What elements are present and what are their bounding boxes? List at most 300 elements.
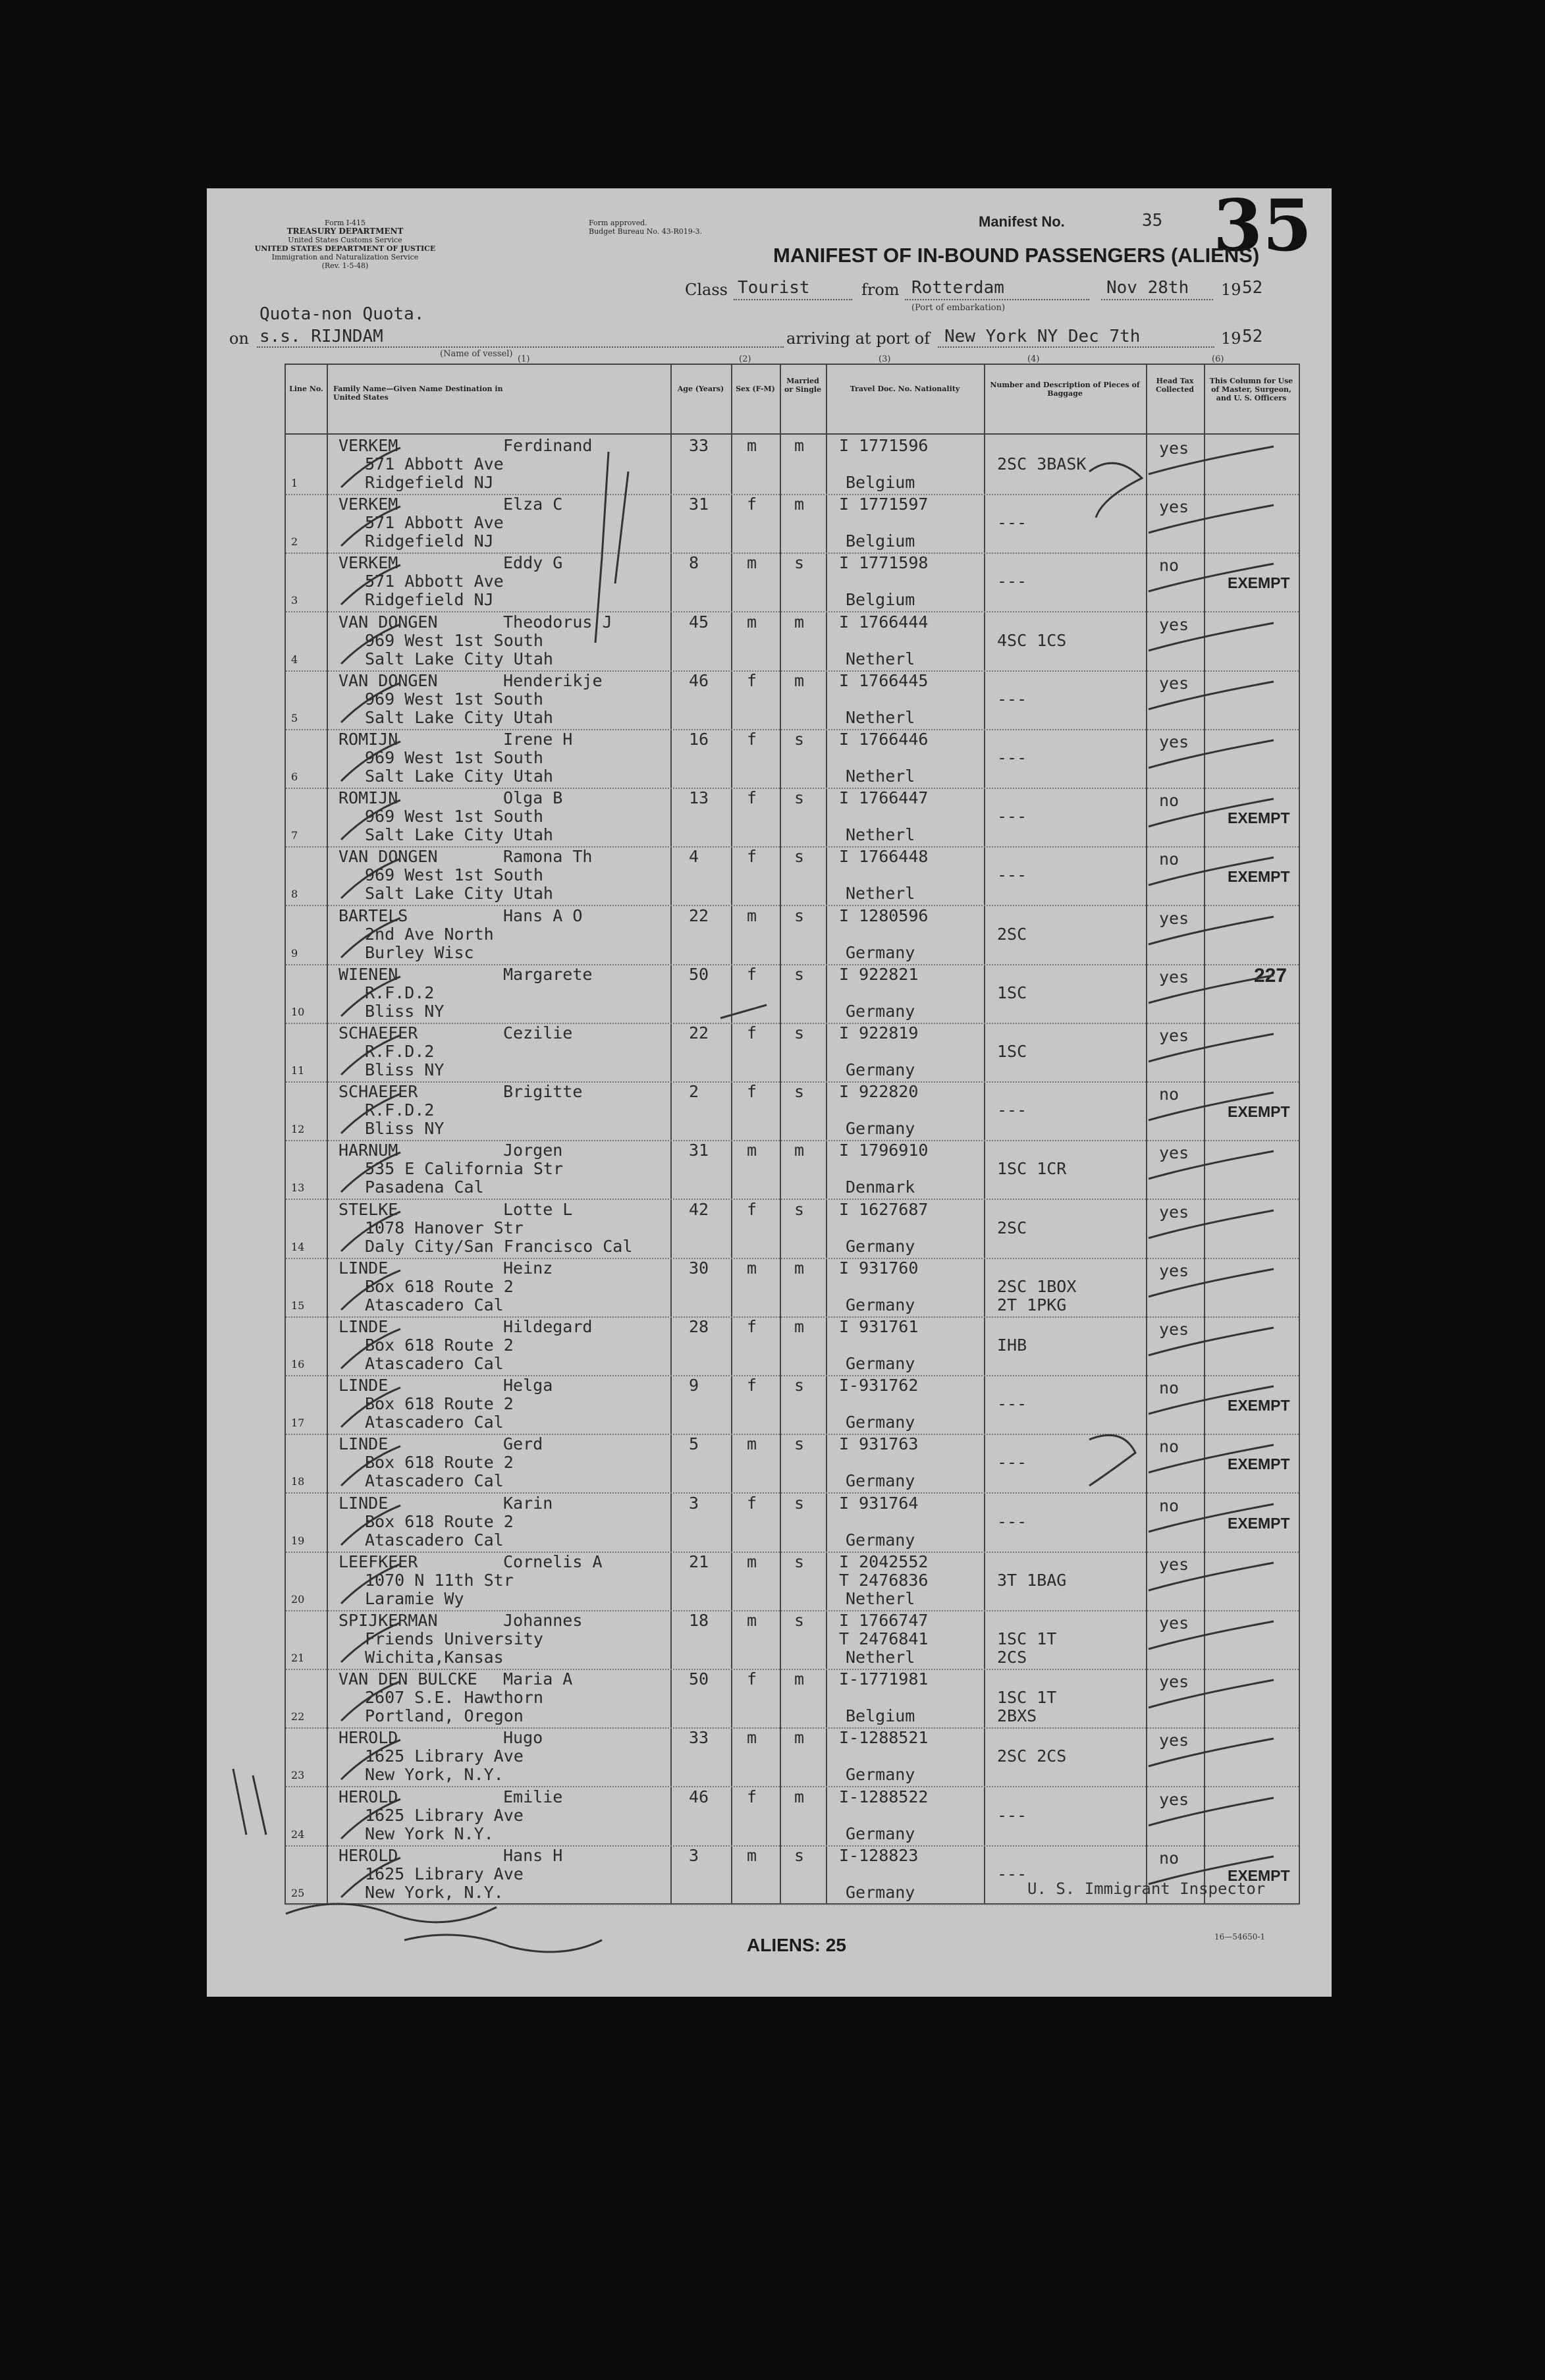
- sex: f: [747, 964, 757, 984]
- age: 50: [689, 964, 709, 984]
- baggage: 2SC: [997, 1218, 1027, 1237]
- baggage: 1SC 1T: [997, 1629, 1057, 1648]
- surname: SCHAEFER: [339, 1023, 418, 1042]
- sex: f: [747, 1023, 757, 1042]
- address-line: Bliss NY: [365, 1060, 445, 1079]
- address-line: Box 618 Route 2: [365, 1336, 514, 1355]
- form-number: Form I-415: [325, 219, 366, 227]
- sex: m: [747, 906, 757, 925]
- col-num: (2): [739, 354, 751, 364]
- married-single: m: [794, 436, 805, 455]
- age: 46: [689, 670, 709, 690]
- line-number: 21: [291, 1652, 305, 1664]
- age: 21: [689, 1552, 709, 1571]
- nationality: Germany: [846, 1413, 915, 1432]
- head-tax: yes: [1159, 1260, 1189, 1280]
- baggage: 2SC 3BASK: [997, 454, 1087, 473]
- age: 18: [689, 1611, 709, 1630]
- baggage: ---: [997, 807, 1027, 826]
- officer-stamp: EXEMPT: [1228, 809, 1290, 827]
- age: 13: [689, 788, 709, 808]
- travel-doc: I 1796910: [839, 1141, 929, 1160]
- travel-doc-2: T 2476836: [839, 1570, 929, 1590]
- arrival-port-date: New York NY Dec 7th: [944, 327, 1141, 346]
- surname: HEROLD: [339, 1728, 398, 1748]
- sex: f: [747, 1669, 757, 1689]
- sex: f: [747, 1199, 757, 1219]
- travel-doc: I 1771597: [839, 495, 929, 514]
- married-single: m: [794, 1787, 805, 1806]
- baggage: ---: [997, 1511, 1027, 1531]
- given-name: Hildegard: [503, 1317, 593, 1336]
- sex: m: [747, 612, 757, 632]
- line-number: 20: [291, 1592, 305, 1606]
- officer-stamp: EXEMPT: [1228, 868, 1290, 886]
- travel-doc: I 1766447: [839, 788, 929, 808]
- nationality: Germany: [846, 1471, 915, 1491]
- handwriting-marks: [207, 188, 1332, 1997]
- married-single: s: [794, 553, 805, 573]
- travel-doc: I 2042552: [839, 1552, 929, 1571]
- head-tax: yes: [1159, 1731, 1189, 1750]
- married-single: m: [794, 1258, 805, 1278]
- year-suffix: 52: [1242, 278, 1263, 298]
- line-number: 14: [291, 1240, 305, 1253]
- address-line: 1070 N 11th Str: [365, 1570, 514, 1590]
- col-num: (1): [518, 354, 530, 364]
- manifest-title: MANIFEST OF IN-BOUND PASSENGERS (ALIENS): [773, 244, 1260, 267]
- given-name: Karin: [503, 1493, 553, 1513]
- married-single: s: [794, 1023, 805, 1042]
- given-name: Hans A O: [503, 906, 583, 925]
- vessel-name: s.s. RIJNDAM: [259, 327, 383, 346]
- travel-doc: I-1288521: [839, 1728, 929, 1748]
- address-line: Bliss NY: [365, 1001, 445, 1021]
- col-head-name: Family Name—Given Name Destination in United States: [333, 385, 503, 402]
- head-tax: no: [1159, 1085, 1179, 1104]
- sex: m: [747, 1611, 757, 1630]
- address-line: Wichita,Kansas: [365, 1648, 504, 1667]
- age: 45: [689, 612, 709, 632]
- baggage: 2SC 2CS: [997, 1746, 1067, 1766]
- treasury-line: TREASURY DEPARTMENT: [286, 227, 404, 236]
- nationality: Netherl: [846, 884, 915, 904]
- address-line: 2nd Ave North: [365, 924, 494, 944]
- travel-doc: I 922820: [839, 1082, 919, 1102]
- married-single: s: [794, 1434, 805, 1454]
- given-name: Emilie: [503, 1787, 563, 1806]
- travel-doc: I-931762: [839, 1376, 919, 1395]
- baggage-2: 2T 1PKG: [997, 1295, 1067, 1314]
- sex: f: [747, 847, 757, 867]
- address-line: Salt Lake City Utah: [365, 649, 553, 668]
- address-line: 571 Abbott Ave: [365, 454, 504, 473]
- sex: f: [747, 670, 757, 690]
- sex: m: [747, 1141, 757, 1160]
- address-line: 969 West 1st South: [365, 630, 543, 650]
- head-tax: yes: [1159, 1202, 1189, 1222]
- line-number: 8: [291, 888, 298, 901]
- sex: m: [747, 1552, 757, 1571]
- head-tax: no: [1159, 556, 1179, 576]
- nationality: Germany: [846, 1765, 915, 1785]
- travel-doc: I 1280596: [839, 906, 929, 925]
- class-label: Class: [685, 281, 728, 299]
- surname: VAN DONGEN: [339, 847, 438, 867]
- head-tax: yes: [1159, 908, 1189, 928]
- nationality: Germany: [846, 1236, 915, 1256]
- sex: f: [747, 1317, 757, 1336]
- col-head-sex: Sex (F-M): [736, 385, 775, 393]
- surname: VAN DONGEN: [339, 670, 438, 690]
- address-line: Ridgefield NJ: [365, 590, 494, 610]
- line-number: 1: [291, 477, 298, 489]
- baggage: ---: [997, 513, 1027, 533]
- line-number: 4: [291, 653, 298, 666]
- address-line: Box 618 Route 2: [365, 1276, 514, 1296]
- address-line: New York, N.Y.: [365, 1882, 504, 1902]
- address-line: Portland, Oregon: [365, 1706, 524, 1726]
- nationality: Germany: [846, 1354, 915, 1373]
- head-tax: yes: [1159, 497, 1189, 517]
- head-tax: no: [1159, 791, 1179, 811]
- age: 2: [689, 1082, 699, 1102]
- vessel-note: (Name of vessel): [440, 349, 513, 359]
- sex: m: [747, 436, 757, 455]
- justice-line: UNITED STATES DEPARTMENT OF JUSTICE: [254, 244, 436, 253]
- class-value: Tourist: [738, 278, 810, 298]
- port-embark-note: (Port of embarkation): [911, 303, 1006, 313]
- line-number: 7: [291, 829, 298, 842]
- baggage: 1SC 1T: [997, 1688, 1057, 1708]
- age: 50: [689, 1669, 709, 1689]
- nationality: Netherl: [846, 767, 915, 786]
- travel-doc: I 1766448: [839, 847, 929, 867]
- nationality: Netherl: [846, 1648, 915, 1667]
- manifest-number: 35: [1142, 211, 1163, 230]
- baggage: ---: [997, 689, 1027, 709]
- married-single: m: [794, 1669, 805, 1689]
- head-tax: yes: [1159, 439, 1189, 458]
- baggage: 1SC: [997, 983, 1027, 1002]
- address-line: R.F.D.2: [365, 1100, 435, 1120]
- sex: f: [747, 1376, 757, 1395]
- age: 22: [689, 1023, 709, 1042]
- given-name: Ramona Th: [503, 847, 593, 867]
- year-prefix: 19: [1221, 329, 1241, 348]
- officer-stamp: EXEMPT: [1228, 1455, 1290, 1473]
- inspector-signature: U. S. Immigrant Inspector: [1027, 1880, 1266, 1898]
- col-head-officers: This Column for Use of Master, Surgeon, and U. S. Officers: [1209, 377, 1293, 402]
- col-head-tax: Head Tax Collected: [1156, 377, 1194, 394]
- address-line: Salt Lake City Utah: [365, 825, 553, 845]
- baggage: 1SC 1CR: [997, 1159, 1067, 1179]
- address-line: Atascadero Cal: [365, 1295, 504, 1314]
- surname: WIENEN: [339, 964, 398, 984]
- sex: m: [747, 1258, 757, 1278]
- line-number: 22: [291, 1710, 305, 1723]
- on-label: on: [229, 329, 249, 348]
- travel-doc: I-128823: [839, 1845, 919, 1865]
- travel-doc: I 1766444: [839, 612, 929, 632]
- age: 9: [689, 1376, 699, 1395]
- married-single: s: [794, 1376, 805, 1395]
- head-tax: yes: [1159, 1672, 1189, 1692]
- head-tax: yes: [1159, 1554, 1189, 1574]
- nationality: Germany: [846, 942, 915, 962]
- travel-doc-2: T 2476841: [839, 1629, 929, 1648]
- baggage: ---: [997, 748, 1027, 767]
- nationality: Belgium: [846, 590, 915, 610]
- address-line: New York, N.Y.: [365, 1765, 504, 1785]
- age: 28: [689, 1317, 709, 1336]
- surname: HARNUM: [339, 1141, 398, 1160]
- head-tax: yes: [1159, 1026, 1189, 1045]
- surname: VAN DONGEN: [339, 612, 438, 632]
- address-line: Atascadero Cal: [365, 1471, 504, 1491]
- head-tax: no: [1159, 1848, 1179, 1868]
- col-num: (3): [879, 354, 891, 364]
- address-line: Pasadena Cal: [365, 1177, 484, 1197]
- nationality: Netherl: [846, 1588, 915, 1608]
- address-line: 2607 S.E. Hawthorn: [365, 1688, 543, 1708]
- address-line: New York N.Y.: [365, 1824, 494, 1843]
- address-line: 571 Abbott Ave: [365, 513, 504, 533]
- address-line: Daly City/San Francisco Cal: [365, 1236, 633, 1256]
- sex: f: [747, 1493, 757, 1513]
- surname: LINDE: [339, 1434, 389, 1454]
- travel-doc: I 931763: [839, 1434, 919, 1454]
- col-head-baggage: Number and Description of Pieces of Baggage: [990, 381, 1140, 398]
- surname: VERKEM: [339, 436, 398, 455]
- address-line: Salt Lake City Utah: [365, 884, 553, 904]
- married-single: m: [794, 495, 805, 514]
- given-name: Hugo: [503, 1728, 543, 1748]
- given-name: Lotte L: [503, 1199, 573, 1219]
- age: 46: [689, 1787, 709, 1806]
- surname: LINDE: [339, 1493, 389, 1513]
- sex: m: [747, 553, 757, 573]
- married-single: s: [794, 1611, 805, 1630]
- line-number: 17: [291, 1417, 305, 1430]
- line-number: 23: [291, 1769, 305, 1782]
- sex: f: [747, 495, 757, 514]
- given-name: Henderikje: [503, 670, 603, 690]
- line-number: 5: [291, 711, 298, 724]
- surname: LEEFKEER: [339, 1552, 418, 1571]
- aliens-total: ALIENS: 25: [747, 1935, 846, 1955]
- address-line: Box 618 Route 2: [365, 1394, 514, 1414]
- surname: SCHAEFER: [339, 1082, 418, 1102]
- officer-stamp: EXEMPT: [1228, 1866, 1290, 1884]
- address-line: 535 E California Str: [365, 1159, 564, 1179]
- baggage: ---: [997, 1100, 1027, 1120]
- line-number: 15: [291, 1299, 305, 1312]
- nationality: Germany: [846, 1882, 915, 1902]
- line-number: 10: [291, 1005, 305, 1018]
- age: 3: [689, 1845, 699, 1865]
- surname: VERKEM: [339, 553, 398, 573]
- nationality: Germany: [846, 1001, 915, 1021]
- officer-stamp: EXEMPT: [1228, 574, 1290, 592]
- col-head-doc: Travel Doc. No. Nationality: [850, 385, 960, 393]
- age: 16: [689, 730, 709, 749]
- baggage: ---: [997, 1805, 1027, 1825]
- given-name: Maria A: [503, 1669, 573, 1689]
- married-single: s: [794, 847, 805, 867]
- address-line: Atascadero Cal: [365, 1530, 504, 1550]
- sex: f: [747, 1787, 757, 1806]
- head-tax: yes: [1159, 1789, 1189, 1809]
- travel-doc: I-1288522: [839, 1787, 929, 1806]
- address-line: 571 Abbott Ave: [365, 572, 504, 591]
- surname: LINDE: [339, 1258, 389, 1278]
- surname: LINDE: [339, 1317, 389, 1336]
- address-line: Burley Wisc: [365, 942, 474, 962]
- officer-stamp: EXEMPT: [1228, 1103, 1290, 1121]
- travel-doc: I 1766446: [839, 730, 929, 749]
- head-tax: no: [1159, 1378, 1179, 1398]
- married-single: m: [794, 612, 805, 632]
- given-name: Olga B: [503, 788, 563, 808]
- address-line: R.F.D.2: [365, 1042, 435, 1061]
- given-name: Jorgen: [503, 1141, 563, 1160]
- surname: LINDE: [339, 1376, 389, 1395]
- age: 31: [689, 1141, 709, 1160]
- nationality: Belgium: [846, 1706, 915, 1726]
- baggage: ---: [997, 572, 1027, 591]
- given-name: Cornelis A: [503, 1552, 603, 1571]
- married-single: m: [794, 1728, 805, 1748]
- address-line: Ridgefield NJ: [365, 531, 494, 551]
- rev-line: (Rev. 1-5-48): [321, 261, 369, 270]
- address-line: Salt Lake City Utah: [365, 707, 553, 727]
- address-line: Ridgefield NJ: [365, 473, 494, 492]
- given-name: Theodorus J: [503, 612, 612, 632]
- address-line: 1625 Library Ave: [365, 1746, 524, 1766]
- address-line: 969 West 1st South: [365, 748, 543, 767]
- arriving-label: arriving at port of: [786, 329, 931, 348]
- line-number: 2: [291, 535, 298, 549]
- married-single: s: [794, 1552, 805, 1571]
- travel-doc: I 1627687: [839, 1199, 929, 1219]
- travel-doc: I 1771598: [839, 553, 929, 573]
- given-name: Margarete: [503, 964, 593, 984]
- married-single: s: [794, 1493, 805, 1513]
- age: 8: [689, 553, 699, 573]
- col-num: (4): [1027, 354, 1040, 364]
- address-line: Box 618 Route 2: [365, 1453, 514, 1473]
- nationality: Netherl: [846, 825, 915, 845]
- age: 22: [689, 906, 709, 925]
- address-line: 1625 Library Ave: [365, 1864, 524, 1883]
- line-number: 6: [291, 771, 298, 783]
- baggage: 4SC 1CS: [997, 630, 1067, 650]
- line-number: 12: [291, 1123, 305, 1136]
- married-single: s: [794, 1845, 805, 1865]
- travel-doc: I 931760: [839, 1258, 919, 1278]
- nationality: Belgium: [846, 473, 915, 492]
- head-tax: no: [1159, 850, 1179, 869]
- year-prefix: 19: [1221, 281, 1241, 299]
- surname: VAN DEN BULCKE: [339, 1669, 477, 1689]
- age: 33: [689, 1728, 709, 1748]
- married-single: m: [794, 1317, 805, 1336]
- line-number: 25: [291, 1886, 305, 1899]
- married-single: s: [794, 730, 805, 749]
- age: 3: [689, 1493, 699, 1513]
- nationality: Netherl: [846, 707, 915, 727]
- married-single: m: [794, 670, 805, 690]
- head-tax: yes: [1159, 1143, 1189, 1163]
- age: 31: [689, 495, 709, 514]
- address-line: Box 618 Route 2: [365, 1511, 514, 1531]
- given-name: Brigitte: [503, 1082, 583, 1102]
- travel-doc: I 1771596: [839, 436, 929, 455]
- line-number: 11: [291, 1064, 305, 1077]
- sex: f: [747, 1082, 757, 1102]
- col-head-married: Married or Single: [784, 377, 821, 394]
- manifest-page: [207, 188, 1332, 1997]
- given-name: Elza C: [503, 495, 563, 514]
- married-single: s: [794, 1082, 805, 1102]
- travel-doc: I 931761: [839, 1317, 919, 1336]
- given-name: Heinz: [503, 1258, 553, 1278]
- address-line: 969 West 1st South: [365, 807, 543, 826]
- port-embarkation: Rotterdam: [911, 278, 1004, 298]
- head-tax: yes: [1159, 673, 1189, 693]
- nationality: Germany: [846, 1295, 915, 1314]
- head-tax: yes: [1159, 1320, 1189, 1339]
- travel-doc: I 931764: [839, 1493, 919, 1513]
- surname: VERKEM: [339, 495, 398, 514]
- head-tax: no: [1159, 1437, 1179, 1457]
- col-head-age: Age (Years): [677, 385, 724, 393]
- manifest-number-stamp: 35: [1213, 188, 1313, 267]
- baggage: ---: [997, 865, 1027, 885]
- address-line: Salt Lake City Utah: [365, 767, 553, 786]
- nationality: Germany: [846, 1824, 915, 1843]
- nationality: Belgium: [846, 531, 915, 551]
- baggage: ---: [997, 1453, 1027, 1473]
- officer-stamp: EXEMPT: [1228, 1514, 1290, 1532]
- baggage: IHB: [997, 1336, 1027, 1355]
- head-tax: yes: [1159, 1613, 1189, 1633]
- given-name: Hans H: [503, 1845, 563, 1865]
- address-line: 1625 Library Ave: [365, 1805, 524, 1825]
- sex: m: [747, 1434, 757, 1454]
- travel-doc: I-1771981: [839, 1669, 929, 1689]
- line-number: 9: [291, 946, 298, 960]
- year-suffix: 52: [1242, 327, 1263, 346]
- given-name: Ferdinand: [503, 436, 593, 455]
- baggage: 1SC: [997, 1042, 1027, 1061]
- nationality: Netherl: [846, 649, 915, 668]
- officer-stamp: 227: [1254, 964, 1288, 987]
- head-tax: yes: [1159, 732, 1189, 751]
- nationality: Denmark: [846, 1177, 915, 1197]
- given-name: Eddy G: [503, 553, 563, 573]
- line-number: 18: [291, 1475, 305, 1488]
- customs-line: United States Customs Service: [288, 236, 402, 244]
- line-number: 3: [291, 594, 298, 607]
- given-name: Helga: [503, 1376, 553, 1395]
- address-line: Atascadero Cal: [365, 1413, 504, 1432]
- travel-doc: I 922821: [839, 964, 919, 984]
- age: 42: [689, 1199, 709, 1219]
- manifest-label: Manifest No.: [979, 213, 1065, 230]
- given-name: Irene H: [503, 730, 573, 749]
